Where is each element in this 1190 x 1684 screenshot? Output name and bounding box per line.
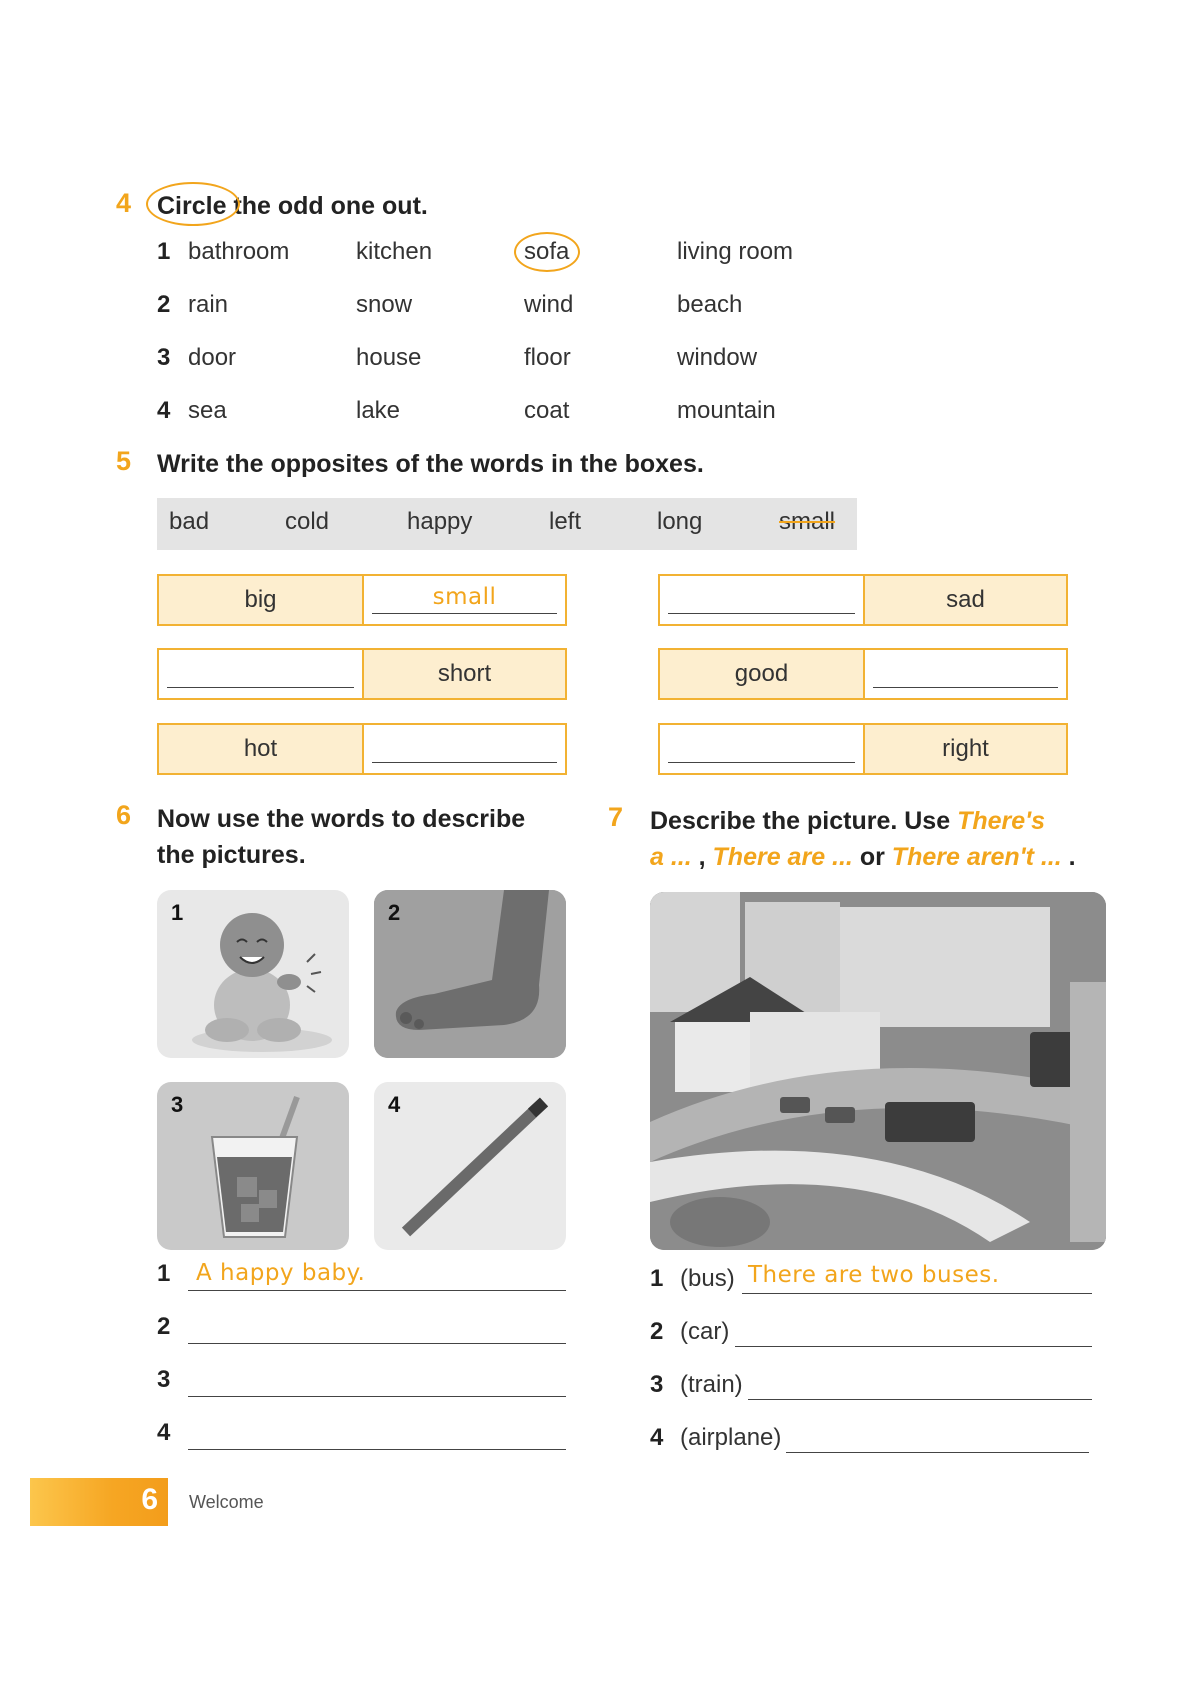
ex7-answer-2-line[interactable] bbox=[735, 1346, 1092, 1347]
ex6-answer-3-number: 3 bbox=[157, 1366, 171, 1393]
ex7-answer-3-cue: (train) bbox=[680, 1371, 743, 1398]
given-word: sad bbox=[863, 576, 1066, 624]
ex4-row-4-word-2[interactable]: lake bbox=[356, 397, 401, 424]
ex4-row-2-word-3[interactable]: wind bbox=[524, 291, 574, 318]
ex6-answer-2-line[interactable] bbox=[188, 1343, 566, 1344]
baby-icon bbox=[157, 890, 349, 1058]
ex4-row-2-word-4[interactable]: beach bbox=[677, 291, 743, 318]
ex7-answer-1-cue: (bus) bbox=[680, 1265, 735, 1292]
ex4-row-1-word-2[interactable]: kitchen bbox=[356, 238, 433, 265]
given-word: good bbox=[660, 650, 863, 698]
ex7-answer-2-number: 2 bbox=[650, 1318, 664, 1345]
ex6-answer-1-text: A happy baby. bbox=[196, 1260, 366, 1286]
picture-3-number: 3 bbox=[171, 1092, 184, 1117]
picture-4 bbox=[374, 1082, 566, 1250]
word-bank-item: happy bbox=[407, 508, 473, 535]
opposite-pair-6 bbox=[658, 723, 1068, 775]
ex4-row-3-word-4[interactable]: window bbox=[677, 344, 758, 371]
ex4-row-4-word-1[interactable]: sea bbox=[188, 397, 227, 424]
ex4-row-1-number: 1 bbox=[157, 238, 171, 265]
ex6-answer-1-line[interactable] bbox=[188, 1290, 566, 1291]
ex7-answer-4-line[interactable] bbox=[786, 1452, 1089, 1453]
opposite-pair-3 bbox=[157, 648, 567, 700]
ex4-row-2-number: 2 bbox=[157, 291, 171, 318]
word-bank-item: cold bbox=[285, 508, 330, 535]
answer-blank[interactable] bbox=[362, 725, 565, 773]
exercise-6-title-line-1: Now use the words to describe bbox=[157, 805, 526, 833]
exercise-6-title bbox=[157, 801, 525, 873]
ex7-title-separator: , bbox=[691, 843, 713, 871]
answer-blank[interactable] bbox=[660, 725, 863, 773]
ex6-answer-4-line[interactable] bbox=[188, 1449, 566, 1450]
opposite-pair-5 bbox=[157, 723, 567, 775]
ex4-row-2-word-1[interactable]: rain bbox=[188, 291, 229, 318]
answer-blank[interactable] bbox=[863, 650, 1066, 698]
ex7-title-or: or bbox=[852, 843, 892, 871]
ex4-row-3-number: 3 bbox=[157, 344, 171, 371]
ex7-answer-1-line[interactable] bbox=[742, 1293, 1092, 1294]
answer-blank[interactable] bbox=[660, 576, 863, 624]
given-word: short bbox=[362, 650, 565, 698]
ex4-row-4-number: 4 bbox=[157, 397, 171, 424]
ex7-answer-1-text: There are two buses. bbox=[748, 1262, 1000, 1288]
ex4-row-3-word-2[interactable]: house bbox=[356, 344, 422, 371]
ex7-title-part1: Describe the picture. Use bbox=[650, 807, 958, 835]
word-bank-item-used: small bbox=[779, 508, 836, 535]
page-number-tab bbox=[30, 1478, 168, 1526]
ex6-answer-1-number: 1 bbox=[157, 1260, 171, 1287]
answer-blank[interactable] bbox=[159, 650, 362, 698]
circle-word: Circle bbox=[157, 192, 227, 220]
opposite-pair-4 bbox=[658, 648, 1068, 700]
picture-2 bbox=[374, 890, 566, 1058]
exercise-6-number: 6 bbox=[116, 800, 132, 830]
exercise-7-title bbox=[650, 803, 1130, 875]
picture-2-number: 2 bbox=[388, 900, 401, 925]
ex7-answer-4-cue: (airplane) bbox=[680, 1424, 782, 1451]
given-word: big bbox=[159, 576, 362, 624]
word-bank-item: left bbox=[549, 508, 582, 535]
ex4-row-2-word-2[interactable]: snow bbox=[356, 291, 413, 318]
picture-3 bbox=[157, 1082, 349, 1250]
exercise-4-title-rest: the odd one out. bbox=[233, 192, 428, 220]
ex4-row-1-word-1[interactable]: bathroom bbox=[188, 238, 290, 265]
opposite-pair-2 bbox=[658, 574, 1068, 626]
picture-4-number: 4 bbox=[388, 1092, 401, 1117]
ex7-answer-4-number: 4 bbox=[650, 1424, 664, 1451]
picture-1-number: 1 bbox=[171, 900, 184, 925]
ex7-answer-3-number: 3 bbox=[650, 1371, 664, 1398]
picture-1 bbox=[157, 890, 349, 1058]
exercise-5-title: Write the opposites of the words in the boxes. bbox=[157, 450, 704, 478]
exercise-4-number: 4 bbox=[116, 188, 132, 218]
ex7-title-highlight-1: There's bbox=[957, 807, 1045, 835]
opposite-pair-1 bbox=[157, 574, 567, 626]
exercise-5-number: 5 bbox=[116, 446, 132, 476]
word-bank-item: long bbox=[657, 508, 703, 535]
given-word: hot bbox=[159, 725, 362, 773]
exercise-6-title-line-2: the pictures. bbox=[157, 841, 306, 869]
exercise-7-number: 7 bbox=[608, 802, 624, 832]
ex7-picture bbox=[650, 892, 1106, 1250]
given-word: right bbox=[863, 725, 1066, 773]
ex7-answer-3-line[interactable] bbox=[748, 1399, 1092, 1400]
ex6-answer-2-number: 2 bbox=[157, 1313, 171, 1340]
ex4-row-3-word-3[interactable]: floor bbox=[524, 344, 571, 371]
unit-label: Welcome bbox=[189, 1492, 264, 1512]
answer-circle-mark bbox=[514, 232, 580, 272]
ex4-row-3-word-1[interactable]: door bbox=[188, 344, 237, 371]
ex7-answer-1-number: 1 bbox=[650, 1265, 664, 1292]
page-number: 6 bbox=[141, 1483, 158, 1516]
cold-drink-icon bbox=[157, 1082, 349, 1250]
ex4-row-1-word-3[interactable]: sofa bbox=[524, 238, 570, 265]
ex7-answer-2-cue: (car) bbox=[680, 1318, 730, 1345]
town-scene-icon bbox=[650, 892, 1106, 1250]
ex6-answer-4-number: 4 bbox=[157, 1419, 171, 1446]
ex4-row-1-word-4[interactable]: living room bbox=[677, 238, 794, 265]
foot-icon bbox=[374, 890, 566, 1058]
word-bank bbox=[157, 498, 857, 550]
ex4-row-4-word-3[interactable]: coat bbox=[524, 397, 570, 424]
ex7-title-highlight-4: There aren't ... bbox=[891, 843, 1062, 871]
handwritten-answer: small bbox=[432, 584, 497, 610]
pencil-icon bbox=[374, 1082, 566, 1250]
example-circle-mark bbox=[146, 182, 240, 226]
word-bank-item: bad bbox=[169, 508, 210, 535]
ex7-title-highlight-3: There are ... bbox=[712, 843, 853, 871]
ex7-title-end: . bbox=[1061, 843, 1076, 871]
ex7-title-highlight-2: a ... bbox=[650, 843, 692, 871]
ex6-answer-3-line[interactable] bbox=[188, 1396, 566, 1397]
ex4-row-4-word-4[interactable]: mountain bbox=[677, 397, 776, 424]
answer-blank[interactable] bbox=[362, 576, 565, 624]
